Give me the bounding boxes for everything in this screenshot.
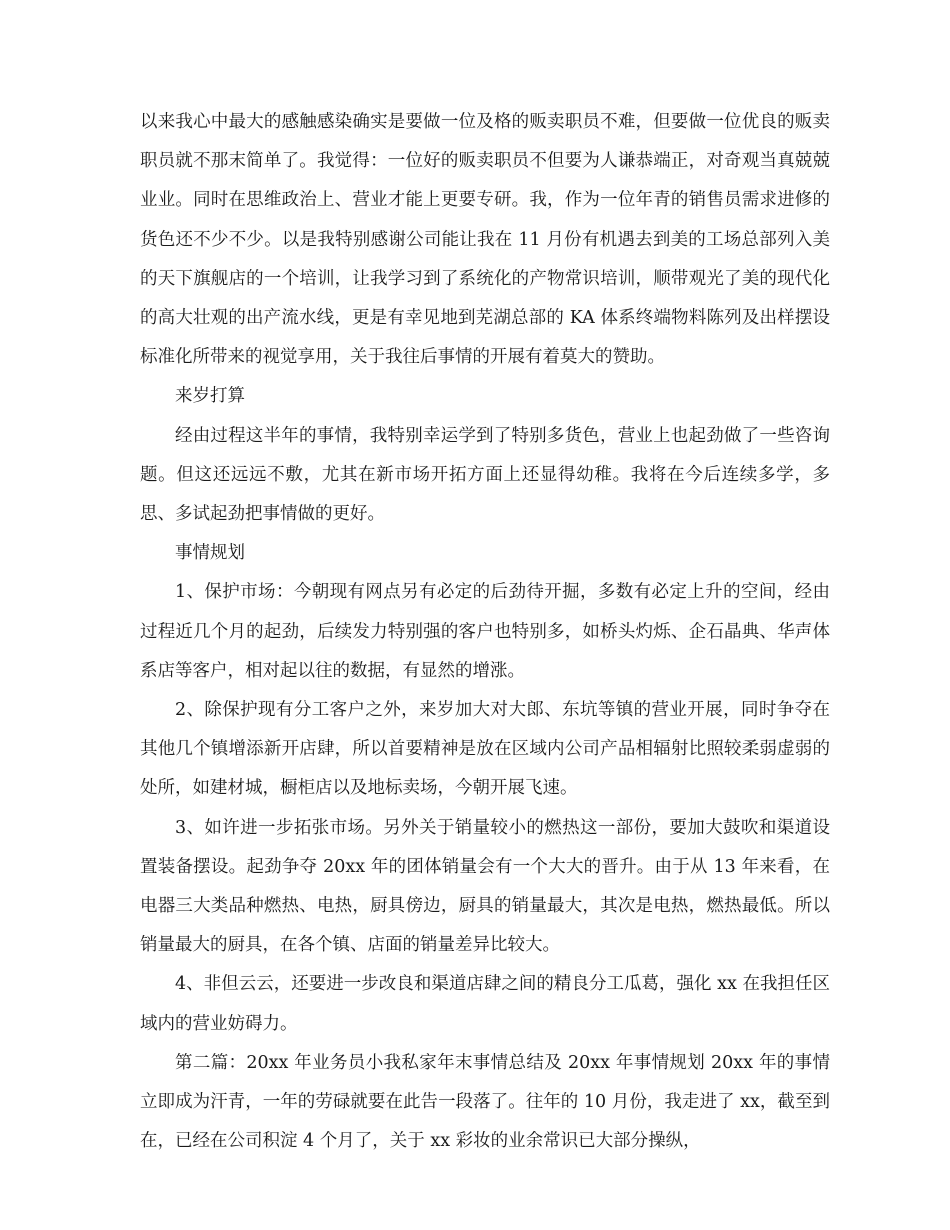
body-paragraph: 第二篇：20xx 年业务员小我私家年末事情总结及 20xx 年事情规划 20xx 年的事情立即成为汗青，一年的劳碌就要在此告一段落了。往年的 10 月份，我走进了 xx，截至到在，已经在公司积淀 4 个月了，关于 xx 彩妆的业余常识已大部分操纵， (140, 1052, 830, 1152)
list-item-paragraph: 1、保护市场：今朝现有网点另有必定的后劲待开掘，多数有必定上升的空间，经由过程近几个月的起劲，后续发力特别强的客户也特别多，如桥头灼烁、企石晶典、华声体系店等客户，相对起以往的数据，有显然的增涨。 (140, 582, 830, 681)
body-paragraph: 经由过程这半年的事情，我特别幸运学到了特别多货色，营业上也起劲做了一些咨询题。但这还远远不敷，尤其在新市场开拓方面上还显得幼稚。我将在今后连续多学，多思、多试起劲把事情做的更好。 (140, 425, 830, 525)
list-item-paragraph: 3、如许进一步拓张市场。另外关于销量较小的燃热这一部份，要加大鼓吹和渠道设置装备摆设。起劲争夺 20xx 年的团体销量会有一个大大的晋升。由于从 13 年来看，在电器三大类品种燃热、电热，厨具傍边，厨具的销量最大，其次是电热，燃热最低。所以销量最大的厨具，在各个镇、店面的销量差异比较大。 (140, 817, 830, 956)
body-paragraph: 以来我心中最大的感触感染确实是要做一位及格的贩卖职员不难，但要做一位优良的贩卖职员就不那末简单了。我觉得：一位好的贩卖职员不但要为人谦恭端正，对奇观当真兢兢业业。同时在思维政治上、营业才能上更要专研。我，作为一位年青的销售员需求进修的货色还不少不少。以是我特别感谢公司能让我在 11 月份有机遇去到美的工场总部列入美的天下旗舰店的一个培训，让我学习到了系统化的产物常识培训，顺带观光了美的现代化的高大壮观的出产流水线，更是有幸见地到芜湖总部的 KA 体系终端物料陈列及出样摆设标准化所带来的视觉享用，关于我往后事情的开展有着莫大的赞助。 (140, 112, 830, 368)
document-page (140, 103, 830, 1161)
list-item-paragraph: 2、除保护现有分工客户之外，来岁加大对大郎、东坑等镇的营业开展，同时争夺在其他几个镇增添新开店肆，所以首要精神是放在区域内公司产品相辐射比照较柔弱虚弱的处所，如建材城，橱柜店以及地标卖场，今朝开展飞速。 (140, 700, 830, 799)
section-heading-plan: 来岁打算 (175, 386, 245, 407)
section-heading-work-plan: 事情规划 (175, 543, 245, 564)
list-item-paragraph: 4、非但云云，还要进一步改良和渠道店肆之间的精良分工瓜葛，强化 xx 在我担任区域内的营业妨碍力。 (140, 974, 830, 1034)
